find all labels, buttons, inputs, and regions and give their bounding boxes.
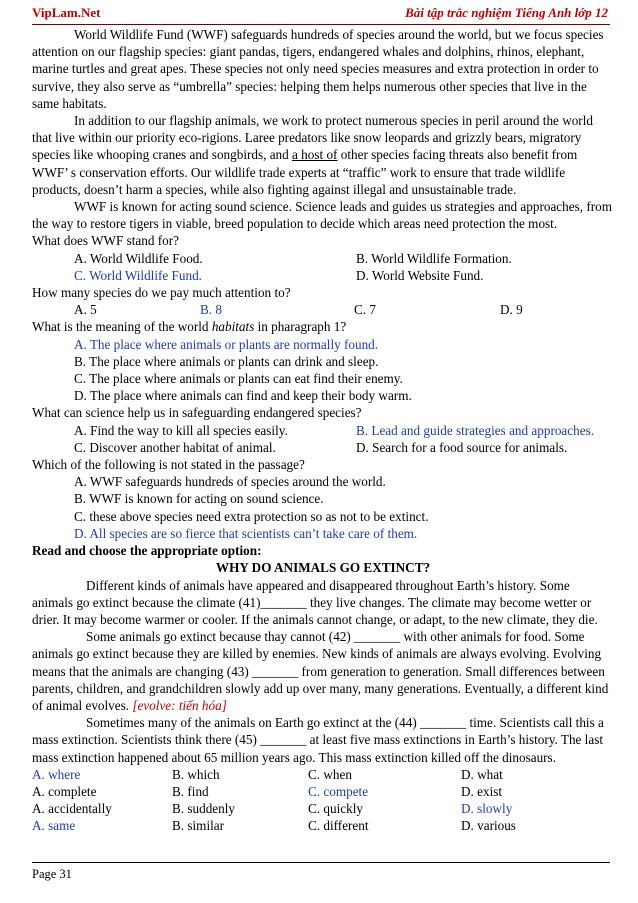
question-3-keyword: habitats bbox=[211, 319, 255, 335]
question-1-option-b: B. World Wildlife Formation. bbox=[356, 250, 512, 266]
question-2-stem: How many species do we pay much attention to? bbox=[32, 285, 291, 301]
passage-paragraph-1: World Wildlife Fund (WWF) safeguards hundreds of species around the world, but we focus species attention on our flagship species: giant pandas, tigers, endangered whales and dolphins, rhinos, elephant, marine turtles and great apes. These species not only need species measures and extra protection in order to survive, they also serve as “umbrella” species: helping them helps numerous other species that live in the same habitats. bbox=[32, 27, 604, 111]
page-number: Page 31 bbox=[32, 867, 72, 881]
cloze-option: B. which bbox=[172, 766, 220, 782]
cloze-option: A. where bbox=[32, 766, 81, 782]
section-title: WHY DO ANIMALS GO EXTINCT? bbox=[215, 560, 431, 576]
cloze-option: A. complete bbox=[32, 783, 97, 799]
page-header bbox=[32, 4, 610, 25]
document-title: Bài tập trắc nghiệm Tiếng Anh lớp 12 bbox=[405, 5, 608, 20]
question-4-option-c: C. Discover another habitat of animal. bbox=[74, 439, 276, 455]
question-1-option-d: D. World Website Fund. bbox=[356, 267, 484, 283]
site-name: VipLam.Net bbox=[32, 5, 101, 20]
cloze-paragraph-1: Different kinds of animals have appeared and disappeared throughout Earth’s history. Some animals go extinct because the climate (41)_______ they live changes. The climate may become wetter or drier. It may become warmer or cooler. If the animals cannot change, or adapt, to the new climate, they die. bbox=[32, 577, 598, 627]
cloze-option: C. when bbox=[308, 766, 352, 782]
passage-paragraph-2 bbox=[32, 112, 614, 198]
question-2-option-a: A. 5 bbox=[74, 302, 97, 318]
page-footer bbox=[32, 862, 610, 881]
question-3-stem bbox=[32, 318, 614, 335]
cloze-options-row-1 bbox=[32, 766, 614, 783]
cloze-options-row-2 bbox=[32, 783, 614, 800]
cloze-paragraph-2 bbox=[32, 628, 614, 714]
question-4-option-a: A. Find the way to kill all species easily. bbox=[74, 422, 288, 438]
section-instruction: Read and choose the appropriate option: bbox=[32, 543, 262, 559]
passage-paragraph-2-start: In addition to our flagship animals, we work to protect numerous species in peril around the world that live within our priority eco-rigions. Laree predators like snow leopards and grizzly bears, migratory species like whooping cranes and songbirds, and bbox=[32, 113, 593, 163]
question-3-option-b: B. The place where animals or plants can drink and sleep. bbox=[74, 353, 379, 369]
question-3-stem-end: in pharagraph 1? bbox=[254, 319, 347, 335]
cloze-option: B. suddenly bbox=[172, 801, 236, 817]
question-4-option-d: D. Search for a food source for animals. bbox=[356, 439, 568, 455]
cloze-option: C. quickly bbox=[308, 801, 363, 817]
cloze-option: A. accidentally bbox=[32, 801, 112, 817]
question-4-options-row-2 bbox=[32, 439, 614, 456]
cloze-paragraph-3: Sometimes many of the animals on Earth go extinct at the (44) _______ time. Scientists call this a mass extinction. Scientists think there (45) _______ at least five mass extinctions in Earth’s history. The last mass extinction happened about 65 million years ago. This mass extinction killed off the dinosaurs. bbox=[32, 715, 604, 765]
cloze-options-row-4 bbox=[32, 817, 614, 834]
question-5-option-c: C. these above species need extra protection so as not to be extinct. bbox=[74, 508, 429, 524]
cloze-option: D. slowly bbox=[461, 801, 513, 817]
cloze-option: D. what bbox=[461, 766, 503, 782]
cloze-option: B. similar bbox=[172, 818, 225, 834]
question-4-stem: What can science help us in safeguarding endangered species? bbox=[32, 405, 362, 421]
question-2-options bbox=[32, 301, 614, 318]
question-5-option-b: B. WWF is known for acting on sound science. bbox=[74, 491, 324, 507]
question-1-options-row-2 bbox=[32, 267, 614, 284]
question-3-option-d: D. The place where animals can find and keep their body warm. bbox=[74, 388, 412, 404]
question-5-stem: Which of the following is not stated in the passage? bbox=[32, 457, 305, 473]
cloze-options-row-3 bbox=[32, 800, 614, 817]
question-3-option-a: A. The place where animals or plants are normally found. bbox=[74, 336, 379, 352]
question-2-option-b: B. 8 bbox=[200, 302, 222, 318]
question-1-option-c: C. World Wildlife Fund. bbox=[74, 267, 202, 283]
question-3-stem-start: What is the meaning of the world bbox=[32, 319, 212, 335]
cloze-option: A. same bbox=[32, 818, 76, 834]
question-1-options-row-1 bbox=[32, 250, 614, 267]
cloze-option: C. compete bbox=[308, 783, 369, 799]
question-5-option-a: A. WWF safeguards hundreds of species around the world. bbox=[74, 474, 386, 490]
document-body bbox=[32, 26, 614, 835]
question-5-option-d: D. All species are so fierce that scientists can’t take care of them. bbox=[74, 525, 418, 541]
cloze-option: C. different bbox=[308, 818, 369, 834]
question-3-option-c: C. The place where animals or plants can eat find their enemy. bbox=[74, 371, 403, 387]
cloze-option: D. exist bbox=[461, 783, 503, 799]
vocabulary-note: [evolve: tiến hóa] bbox=[132, 697, 227, 713]
question-4-options-row-1 bbox=[32, 422, 614, 439]
question-1-stem: What does WWF stand for? bbox=[32, 233, 179, 249]
underlined-phrase: a host of bbox=[292, 147, 338, 163]
question-4-option-b: B. Lead and guide strategies and approaches. bbox=[356, 422, 595, 438]
question-2-option-d: D. 9 bbox=[500, 302, 523, 318]
passage-paragraph-3: WWF is known for acting sound science. Science leads and guides us strategies and approaches, from the way to restore tigers in viable, breed population to decide which areas need protection the most. bbox=[32, 199, 612, 232]
cloze-paragraph-2-text: Some animals go extinct because thay cannot (42) _______ with other animals for food. Some animals go extinct because they are killed by enemies. New kinds of animals are always evolving. Evolving means that the animals are changing (43) _______ from generation to generation. Small differences between parents, children, and grandchildren slowly add up over many, many generations. Eventually, a different kind of animal evolves. bbox=[32, 629, 609, 713]
question-1-option-a: A. World Wildlife Food. bbox=[74, 250, 203, 266]
cloze-option: B. find bbox=[172, 783, 209, 799]
question-2-option-c: C. 7 bbox=[354, 302, 376, 318]
passage-paragraph-2-end: other species facing threats also benefit from WWF’ s conservation efforts. Our wildlife trade experts at “traffic” work to ensure that trade wildlife products, doesn’t harm a species, while also fighting against illegal and unsustainable trade. bbox=[32, 147, 578, 197]
cloze-option: D. various bbox=[461, 818, 516, 834]
